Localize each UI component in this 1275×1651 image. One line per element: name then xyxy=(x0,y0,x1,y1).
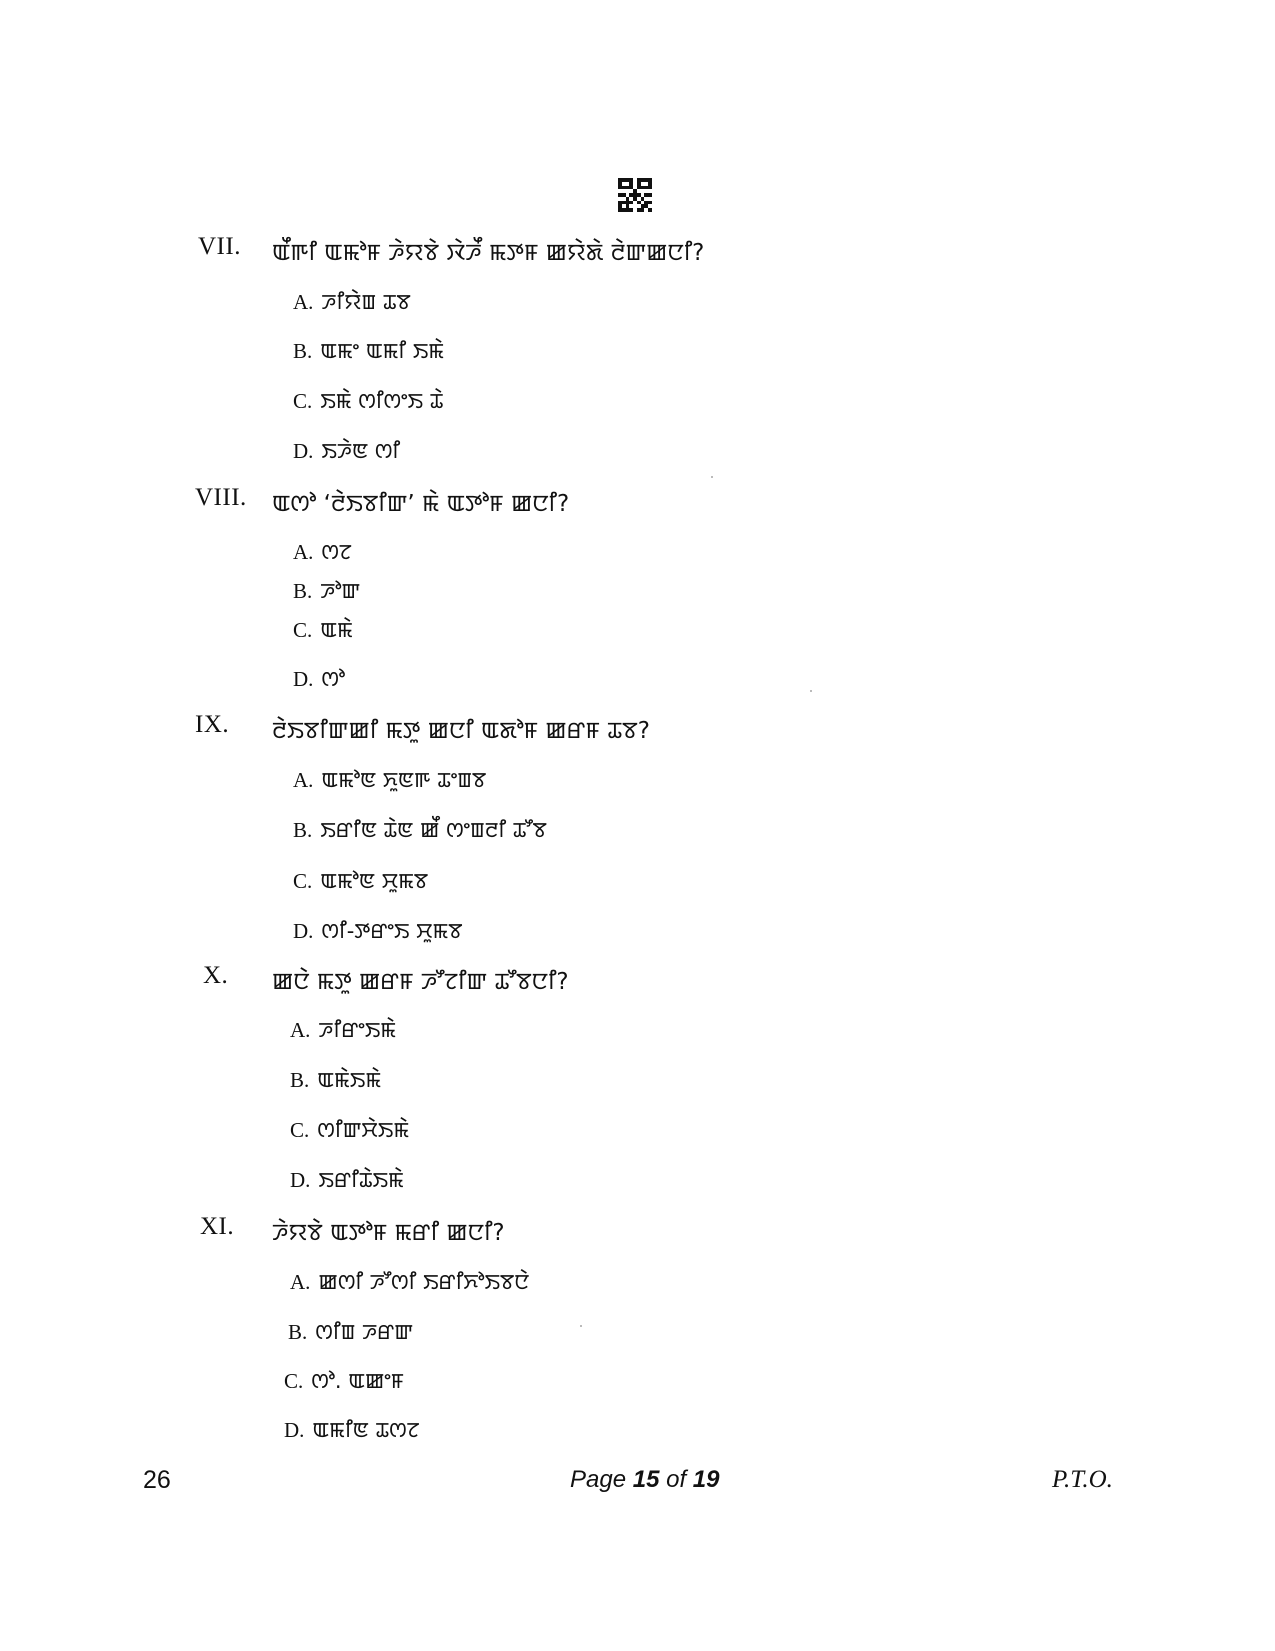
option-label: D. xyxy=(293,919,314,943)
option-a xyxy=(290,1015,396,1044)
option-b xyxy=(293,815,547,844)
option-a xyxy=(293,537,352,566)
option-c xyxy=(293,866,428,895)
question-text: ꯂꯥꯏꯕꯤꯛꯀꯤ ꯃꯇꯨ ꯀꯅꯤ ꯑꯗꯣꯝ ꯀꯔꯝ ꯊꯕ? xyxy=(272,718,650,744)
option-label: B. xyxy=(293,579,313,603)
option-c xyxy=(293,615,353,644)
option-label: C. xyxy=(293,389,313,413)
option-b xyxy=(290,1065,381,1094)
option-a xyxy=(293,287,411,316)
scan-speck xyxy=(580,1325,582,1327)
option-label: A. xyxy=(290,1270,311,1294)
question-text: ꯀꯅꯥ ꯃꯇꯨ ꯀꯔꯝ ꯍꯧꯖꯤꯛ ꯊꯧꯕꯅꯤ? xyxy=(272,969,569,995)
option-label: D. xyxy=(284,1418,305,1442)
option-text: ꯁꯣ. ꯑꯀꯦꯝ xyxy=(311,1369,405,1393)
option-b xyxy=(288,1317,413,1346)
option-text: ꯍꯤꯔꯦꯏꯃꯥ xyxy=(318,1018,397,1042)
scan-speck xyxy=(711,476,713,478)
option-text: ꯍꯤꯌꯥꯡ ꯊꯕ xyxy=(321,290,411,314)
option-text: ꯑꯃꯣꯟ ꯈꯨꯟꯒ ꯊꯦꯡꯕ xyxy=(321,768,487,792)
option-d xyxy=(290,1165,404,1194)
page-prefix: Page xyxy=(570,1466,627,1493)
option-label: C. xyxy=(293,618,313,642)
option-text: ꯁꯤꯡ ꯍꯔꯛ xyxy=(315,1320,414,1344)
option-text: ꯁꯣ xyxy=(321,667,346,691)
option-text: ꯑꯃꯦ ꯑꯃꯤ ꯏꯃꯥ xyxy=(320,339,445,363)
option-text: ꯏꯃꯥ ꯁꯤꯁꯦꯏ ꯊꯥ xyxy=(320,389,444,413)
option-label: C. xyxy=(284,1369,304,1393)
option-d xyxy=(284,1415,419,1444)
scan-speck xyxy=(810,690,812,692)
page-of: of xyxy=(666,1466,687,1493)
question-text: ꯑꯩꯒꯤ ꯑꯃꯣꯝ ꯍꯥꯌꯕꯥ ꯋꯥꯍꯩ ꯃꯇꯝ ꯀꯌꯥꯗꯥ ꯂꯥꯛꯀꯅꯤ? xyxy=(272,240,705,266)
page-code: 26 xyxy=(143,1466,171,1494)
question-text: ꯑꯁꯣ ‘ꯂꯥꯏꯕꯤꯛ’ ꯃꯥ ꯑꯇꯣꯝ ꯀꯅꯤ? xyxy=(272,491,570,517)
option-label: A. xyxy=(293,290,314,314)
option-b xyxy=(293,576,360,605)
option-c xyxy=(293,386,443,415)
option-c xyxy=(284,1366,404,1395)
option-text: ꯁꯤ-ꯇꯔꯦꯏ ꯆꯨꯃꯕ xyxy=(321,919,463,943)
question-text: ꯍꯥꯌꯕꯥ ꯑꯇꯣꯝ ꯃꯔꯤ ꯀꯅꯤ? xyxy=(272,1220,505,1246)
page-total: 19 xyxy=(692,1466,720,1493)
option-text: ꯍꯣꯛ xyxy=(320,579,361,603)
question-number: X. xyxy=(203,962,229,989)
question-number: VIII. xyxy=(195,484,247,511)
option-text: ꯏꯍꯥꯟ ꯁꯤ xyxy=(321,439,401,463)
option-label: B. xyxy=(293,339,313,363)
option-text: ꯑꯃꯤꯟ ꯊꯁꯖ xyxy=(312,1418,420,1442)
question-number: IX. xyxy=(195,711,230,738)
option-text: ꯀꯁꯤ ꯍꯧꯁꯤ ꯏꯔꯤꯈꯣꯏꯕꯅꯥ xyxy=(318,1270,530,1294)
option-text: ꯁꯖ xyxy=(321,540,352,564)
question-number: VII. xyxy=(198,233,241,260)
option-label: D. xyxy=(290,1168,311,1192)
option-a xyxy=(290,1267,529,1296)
please-turn-over: P.T.O. xyxy=(1052,1466,1113,1493)
qr-code xyxy=(618,178,652,212)
option-label: C. xyxy=(290,1118,310,1142)
option-label: B. xyxy=(290,1068,310,1092)
option-text: ꯑꯃꯥ xyxy=(320,618,353,642)
option-label: D. xyxy=(293,667,314,691)
option-c xyxy=(290,1115,409,1144)
option-text: ꯏꯔꯤꯟ ꯊꯥꯟ ꯀꯩ ꯁꯦꯡꯂꯤ ꯊꯧꯕ xyxy=(320,818,547,842)
option-text: ꯏꯔꯤꯊꯥꯏꯃꯥ xyxy=(318,1168,404,1192)
question-number: XI. xyxy=(200,1213,235,1240)
option-text: ꯑꯃꯣꯟ ꯆꯨꯃꯕ xyxy=(320,869,429,893)
option-d xyxy=(293,916,463,945)
option-label: B. xyxy=(293,818,313,842)
option-label: D. xyxy=(293,439,314,463)
option-label: B. xyxy=(288,1320,308,1344)
option-a xyxy=(293,765,486,794)
option-label: A. xyxy=(293,768,314,792)
option-b xyxy=(293,336,444,365)
option-d xyxy=(293,664,345,693)
option-label: A. xyxy=(293,540,314,564)
option-text: ꯑꯃꯥꯏꯃꯥ xyxy=(317,1068,382,1092)
option-d xyxy=(293,436,400,465)
page-number xyxy=(570,1466,720,1494)
option-text: ꯁꯤꯛꯆꯥꯏꯃꯥ xyxy=(317,1118,410,1142)
option-label: A. xyxy=(290,1018,311,1042)
page-current: 15 xyxy=(632,1466,660,1493)
option-label: C. xyxy=(293,869,313,893)
